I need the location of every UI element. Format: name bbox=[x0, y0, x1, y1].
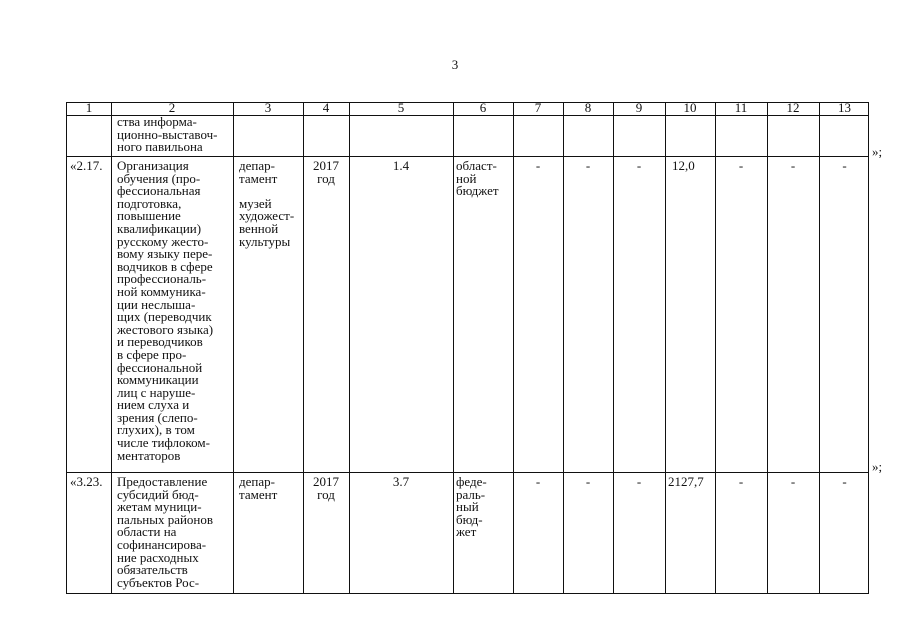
table-cell-value: - bbox=[790, 474, 796, 489]
page-number: 3 bbox=[451, 57, 459, 72]
table-cell-description: Организация обучения (про- фессиональная подготовка, повышение квалификации) русскому жесто- вому языку пере- водчиков в сфере профессиональ- ной коммуника- ции неслыша- щих (переводчик жестового языка) и переводчиков в сфере про- фессиональной коммуникации лиц с наруше- нием слуха и зрения (слепо- глухих), в том числе тифлоком- ментаторов bbox=[117, 158, 214, 463]
column-divider bbox=[819, 103, 820, 593]
table-cell-value: - bbox=[842, 158, 847, 173]
header-cell: 5 bbox=[397, 102, 405, 115]
row-divider bbox=[67, 472, 868, 473]
header-cell: 4 bbox=[322, 102, 330, 115]
table-cell-description: Предоставление субсидий бюд- жетам муници- пальных районов области на софинансирова- ние расходных обязательств субъектов Рос- bbox=[117, 474, 214, 590]
table-cell-code: 1.4 bbox=[392, 158, 410, 173]
column-divider bbox=[111, 103, 112, 593]
column-divider bbox=[613, 103, 614, 593]
table-cell-source: област- ной бюджет bbox=[456, 158, 499, 199]
column-divider bbox=[665, 103, 666, 593]
header-cell: 1 bbox=[85, 102, 93, 115]
column-divider bbox=[563, 103, 564, 593]
header-cell: 2 bbox=[168, 102, 176, 115]
table-cell-value: - bbox=[535, 158, 541, 173]
header-cell: 12 bbox=[786, 102, 800, 115]
table-cell-value: 2127,7 bbox=[668, 474, 704, 489]
table-cell-code: 3.7 bbox=[392, 474, 410, 489]
table-cell-source: феде- раль- ный бюд- жет bbox=[456, 474, 487, 540]
table-cell-value: 12,0 bbox=[672, 158, 695, 173]
budget-table bbox=[66, 102, 869, 594]
table-cell-value: - bbox=[535, 474, 541, 489]
table-cell-value: - bbox=[636, 474, 642, 489]
table-cell-value: - bbox=[585, 474, 591, 489]
closing-quote-mark: »; bbox=[872, 459, 883, 474]
table-cell-description: ства информа- ционно-выставоч- ного павильона bbox=[117, 114, 218, 155]
row-divider bbox=[67, 156, 868, 157]
header-cell: 10 bbox=[683, 102, 697, 115]
table-cell-executor: депар- тамент музей художест- венной культуры bbox=[239, 158, 295, 249]
table-cell-value: - bbox=[842, 474, 847, 489]
header-cell: 11 bbox=[734, 102, 748, 115]
table-cell-value: - bbox=[738, 158, 744, 173]
table-cell-value: - bbox=[636, 158, 642, 173]
column-divider bbox=[767, 103, 768, 593]
header-cell: 13 bbox=[838, 102, 851, 115]
column-divider bbox=[453, 103, 454, 593]
header-cell: 9 bbox=[635, 102, 643, 115]
table-cell-value: - bbox=[738, 474, 744, 489]
header-cell: 3 bbox=[264, 102, 272, 115]
table-cell-item-number: «3.23. bbox=[70, 474, 103, 489]
column-divider bbox=[513, 103, 514, 593]
table-cell-value: - bbox=[790, 158, 796, 173]
column-divider bbox=[715, 103, 716, 593]
table-cell-period: 2017 год bbox=[313, 474, 339, 502]
table-cell-value: - bbox=[585, 158, 591, 173]
column-divider bbox=[233, 103, 234, 593]
closing-quote-mark: »; bbox=[872, 144, 883, 159]
table-cell-executor: депар- тамент bbox=[239, 474, 278, 502]
header-cell: 7 bbox=[534, 102, 542, 115]
header-cell: 8 bbox=[584, 102, 592, 115]
table-cell-item-number: «2.17. bbox=[70, 158, 103, 173]
column-divider bbox=[349, 103, 350, 593]
header-cell: 6 bbox=[479, 102, 487, 115]
table-cell-period: 2017 год bbox=[313, 158, 339, 186]
